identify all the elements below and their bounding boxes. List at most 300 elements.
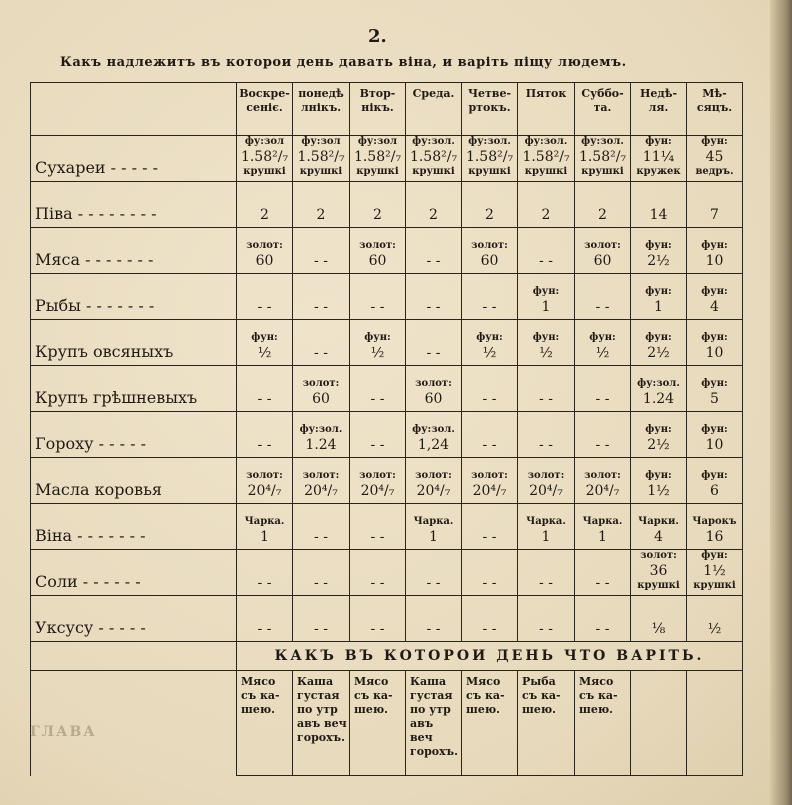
measure-label: крушкі xyxy=(412,166,455,177)
unit-label: золот: xyxy=(246,240,283,251)
ration-cell xyxy=(462,228,518,274)
amount-value: 1½ xyxy=(703,563,726,579)
item-label: Гороху - - - - - xyxy=(31,412,237,458)
ration-cell xyxy=(631,366,687,412)
table-row xyxy=(31,458,743,504)
item-label: Крупъ грѣшневыхъ xyxy=(31,366,237,412)
ration-cell xyxy=(406,366,462,412)
amount-value: - - xyxy=(370,391,385,407)
amount-value: 1.24 xyxy=(642,391,675,407)
unit-label: фун: xyxy=(645,136,672,147)
ration-cell xyxy=(518,320,575,366)
unit-label: фу:зол xyxy=(244,136,285,147)
ration-cell xyxy=(575,320,631,366)
amount-value: 4 xyxy=(654,529,663,545)
amount-value: - - xyxy=(595,391,610,407)
month-header: Мѣ- сяцъ. xyxy=(687,83,743,136)
amount-value: 10 xyxy=(705,345,724,361)
amount-value: 20⁴/₇ xyxy=(472,483,507,499)
ration-cell xyxy=(293,458,350,504)
measure-label: кружек xyxy=(636,166,681,177)
amount-value: - - xyxy=(314,299,328,315)
amount-value: 2 xyxy=(373,207,382,223)
amount-value: 20⁴/₇ xyxy=(247,483,282,499)
amount-value: 16 xyxy=(705,529,724,545)
item-label: Рыбы - - - - - - - xyxy=(31,274,237,320)
unit-label: золот: xyxy=(246,470,283,481)
amount-value: 1.58²/₇ xyxy=(240,149,289,165)
ration-cell xyxy=(462,504,518,550)
amount-value: - - xyxy=(257,621,272,637)
ration-cell xyxy=(518,136,575,182)
ration-cell xyxy=(293,596,350,642)
cooking-cell: Каша густая по утр авъ веч горохъ. xyxy=(293,671,350,776)
amount-value: - - xyxy=(482,529,497,545)
page-number: 2. xyxy=(368,26,387,47)
ration-cell xyxy=(687,596,743,642)
unit-label: золот: xyxy=(415,470,452,481)
unit-label: Чарка. xyxy=(244,516,285,527)
measure-label: крушкі xyxy=(468,166,511,177)
unit-label: фу:зол. xyxy=(412,424,455,435)
unit-label: фу:зол. xyxy=(299,424,343,435)
unit-label: фун: xyxy=(701,240,728,251)
amount-value: - - xyxy=(539,253,553,269)
unit-label: фун: xyxy=(701,470,728,481)
ration-body xyxy=(31,136,743,642)
cooking-row-spacer xyxy=(31,671,237,776)
ration-cell xyxy=(575,550,631,596)
ration-cell xyxy=(687,182,743,228)
amount-value: 2½ xyxy=(647,437,670,453)
table-row xyxy=(31,412,743,458)
amount-value: - - xyxy=(314,345,328,361)
ration-cell xyxy=(631,274,687,320)
amount-value: 20⁴/₇ xyxy=(360,483,395,499)
unit-label: золот: xyxy=(359,470,396,481)
amount-value: 1.24 xyxy=(305,437,337,453)
ration-cell xyxy=(406,550,462,596)
ration-cell xyxy=(293,412,350,458)
ration-cell xyxy=(631,136,687,182)
week-header: Недѣ- ля. xyxy=(631,83,687,136)
amount-value: 60 xyxy=(255,253,274,269)
measure-label: крушкі xyxy=(637,580,680,591)
side-note: ГЛАВА xyxy=(30,724,97,740)
ration-cell xyxy=(406,274,462,320)
amount-value: 20⁴/₇ xyxy=(304,483,338,499)
ration-cell xyxy=(462,596,518,642)
table-row xyxy=(31,274,743,320)
ration-cell xyxy=(687,136,743,182)
ration-cell xyxy=(293,550,350,596)
unit-label: золот: xyxy=(471,470,508,481)
amount-value: - - xyxy=(482,575,497,591)
unit-label: фу:зол xyxy=(301,136,341,147)
ration-cell xyxy=(237,458,293,504)
unit-label: фун: xyxy=(645,332,672,343)
amount-value: - - xyxy=(370,529,385,545)
ration-cell xyxy=(462,274,518,320)
ration-cell xyxy=(350,504,406,550)
amount-value: 7 xyxy=(710,207,719,223)
ration-cell xyxy=(350,228,406,274)
amount-value: - - xyxy=(370,437,385,453)
amount-value: 45 xyxy=(705,149,724,165)
ration-cell xyxy=(575,412,631,458)
ration-cell xyxy=(237,136,293,182)
amount-value: 5 xyxy=(710,391,719,407)
amount-value: 60 xyxy=(480,253,499,269)
amount-value: 2 xyxy=(541,207,551,223)
ration-cell xyxy=(687,550,743,596)
ration-cell xyxy=(406,320,462,366)
unit-label: Чарка. xyxy=(526,516,566,527)
unit-label: фу:зол. xyxy=(412,136,455,147)
unit-label: фун: xyxy=(645,424,672,435)
ration-cell xyxy=(518,596,575,642)
unit-label: фун: xyxy=(701,136,728,147)
cooking-cell: Мясо съ ка- шею. xyxy=(462,671,518,776)
amount-value: 2½ xyxy=(647,345,670,361)
measure-label: крушкі xyxy=(524,166,568,177)
amount-value: ½ xyxy=(595,345,610,361)
ration-cell xyxy=(462,366,518,412)
amount-value: 60 xyxy=(368,253,387,269)
table-row xyxy=(31,596,743,642)
ration-cell xyxy=(518,274,575,320)
amount-value: 36 xyxy=(649,563,668,579)
item-label: Піва - - - - - - - - xyxy=(31,182,237,228)
cooking-title-row xyxy=(31,642,743,671)
amount-value: 2 xyxy=(429,207,438,223)
amount-value: - - xyxy=(314,621,328,637)
unit-label: фун: xyxy=(701,378,728,389)
table-row xyxy=(31,182,743,228)
ration-cell xyxy=(237,596,293,642)
ration-cell xyxy=(406,228,462,274)
item-label: Мяса - - - - - - - xyxy=(31,228,237,274)
cooking-row xyxy=(31,671,743,776)
measure-label: крушкі xyxy=(243,166,286,177)
table-row xyxy=(31,366,743,412)
ration-cell xyxy=(350,136,406,182)
header-corner xyxy=(31,83,237,136)
amount-value: ⅛ xyxy=(651,621,666,637)
amount-value: 11¼ xyxy=(642,149,675,165)
unit-label: золот: xyxy=(527,470,565,481)
measure-label: крушкі xyxy=(693,580,736,591)
amount-value: ½ xyxy=(539,345,553,361)
amount-value: - - xyxy=(595,575,610,591)
amount-value: 1 xyxy=(541,299,551,315)
amount-value: 60 xyxy=(424,391,443,407)
ration-cell xyxy=(406,182,462,228)
unit-label: золот: xyxy=(359,240,396,251)
amount-value: - - xyxy=(539,391,553,407)
amount-value: - - xyxy=(314,529,328,545)
amount-value: 1 xyxy=(541,529,551,545)
ration-cell xyxy=(575,596,631,642)
ration-cell xyxy=(518,504,575,550)
unit-label: фу:зол. xyxy=(581,136,624,147)
ration-cell xyxy=(237,504,293,550)
amount-value: 1 xyxy=(260,529,269,545)
unit-label: фун: xyxy=(532,286,560,297)
ration-cell xyxy=(631,504,687,550)
ration-cell xyxy=(237,366,293,412)
ration-cell xyxy=(687,504,743,550)
table-row xyxy=(31,136,743,182)
ration-cell xyxy=(406,504,462,550)
table-row xyxy=(31,550,743,596)
amount-value: - - xyxy=(426,575,441,591)
table-row xyxy=(31,320,743,366)
cooking-cell: Мясо съ ка- шею. xyxy=(350,671,406,776)
amount-value: 20⁴/₇ xyxy=(416,483,451,499)
table-title: Какъ надлежитъ въ которои день давать віна, и варіть піщу людемъ. xyxy=(60,55,627,70)
ration-cell xyxy=(406,458,462,504)
amount-value: - - xyxy=(482,299,497,315)
ration-cell xyxy=(575,274,631,320)
amount-value: - - xyxy=(257,299,272,315)
ration-cell xyxy=(293,504,350,550)
ration-cell xyxy=(631,596,687,642)
ration-cell xyxy=(631,550,687,596)
ration-cell xyxy=(237,182,293,228)
amount-value: 20⁴/₇ xyxy=(529,483,563,499)
amount-value: 1 xyxy=(654,299,663,315)
cooking-cell xyxy=(631,671,687,776)
unit-label: золот: xyxy=(302,378,340,389)
amount-value: - - xyxy=(482,437,497,453)
unit-label: фун: xyxy=(589,332,616,343)
amount-value: 1.58²/₇ xyxy=(578,149,627,165)
ration-cell xyxy=(518,366,575,412)
measure-label: крушкі xyxy=(356,166,399,177)
ration-cell xyxy=(575,366,631,412)
ration-cell xyxy=(237,550,293,596)
unit-label: Чарокъ xyxy=(692,516,737,527)
amount-value: - - xyxy=(257,391,272,407)
unit-label: золот: xyxy=(302,470,340,481)
unit-label: фу:зол. xyxy=(637,378,680,389)
amount-value: 4 xyxy=(710,299,719,315)
day-header: Суббо- та. xyxy=(575,83,631,136)
ration-cell xyxy=(237,228,293,274)
ration-cell xyxy=(631,182,687,228)
unit-label: фун: xyxy=(645,470,672,481)
amount-value: 2 xyxy=(485,207,494,223)
cooking-cell xyxy=(687,671,743,776)
ration-cell xyxy=(687,412,743,458)
ration-cell xyxy=(631,412,687,458)
amount-value: - - xyxy=(482,621,497,637)
ration-cell xyxy=(462,550,518,596)
unit-label: фу:зол. xyxy=(468,136,511,147)
unit-label: золот: xyxy=(584,240,621,251)
ration-cell xyxy=(406,596,462,642)
ration-cell xyxy=(687,320,743,366)
amount-value: - - xyxy=(595,621,610,637)
ration-cell xyxy=(350,458,406,504)
ration-cell xyxy=(575,228,631,274)
amount-value: 6 xyxy=(710,483,719,499)
ration-cell xyxy=(687,228,743,274)
ration-cell xyxy=(687,274,743,320)
measure-label: ведръ. xyxy=(695,166,734,177)
amount-value: 1.58²/₇ xyxy=(353,149,402,165)
amount-value: 10 xyxy=(705,437,724,453)
unit-label: фун: xyxy=(364,332,391,343)
ration-cell xyxy=(518,550,575,596)
unit-label: фун: xyxy=(251,332,278,343)
amount-value: - - xyxy=(314,253,328,269)
cooking-cell: Мясо съ ка- шею. xyxy=(237,671,293,776)
cooking-title: КАКЪ ВЪ КОТОРОИ ДЕНЬ ЧТО ВАРІТЬ. xyxy=(237,642,743,671)
item-label: Масла коровья xyxy=(31,458,237,504)
cooking-title-spacer xyxy=(31,642,237,671)
table-row xyxy=(31,504,743,550)
ration-cell xyxy=(631,228,687,274)
ration-cell xyxy=(406,412,462,458)
amount-value: 1 xyxy=(598,529,607,545)
unit-label: фун: xyxy=(701,332,728,343)
ration-cell xyxy=(631,458,687,504)
ration-cell xyxy=(350,320,406,366)
ration-cell xyxy=(350,274,406,320)
unit-label: фун: xyxy=(701,286,728,297)
amount-value: 14 xyxy=(649,207,668,223)
amount-value: ½ xyxy=(370,345,385,361)
amount-value: - - xyxy=(595,437,610,453)
measure-label: крушкі xyxy=(299,166,343,177)
ration-cell xyxy=(237,274,293,320)
amount-value: - - xyxy=(370,299,385,315)
amount-value: - - xyxy=(370,621,385,637)
unit-label: Чарки. xyxy=(638,516,679,527)
amount-value: 1.58²/₇ xyxy=(465,149,514,165)
measure-label: крушкі xyxy=(581,166,624,177)
amount-value: 1½ xyxy=(647,483,670,499)
amount-value: - - xyxy=(539,437,553,453)
ration-cell xyxy=(293,320,350,366)
unit-label: фун: xyxy=(476,332,503,343)
amount-value: 20⁴/₇ xyxy=(585,483,620,499)
amount-value: - - xyxy=(539,621,553,637)
ration-cell xyxy=(406,136,462,182)
unit-label: золот: xyxy=(471,240,508,251)
item-label: Уксусу - - - - - xyxy=(31,596,237,642)
ration-cell xyxy=(237,320,293,366)
amount-value: - - xyxy=(257,437,272,453)
ration-cell xyxy=(293,228,350,274)
day-header: Четве- ртокъ. xyxy=(462,83,518,136)
unit-label: Чарка. xyxy=(582,516,623,527)
amount-value: - - xyxy=(370,575,385,591)
amount-value: 1 xyxy=(429,529,438,545)
unit-label: фун: xyxy=(532,332,560,343)
amount-value: ½ xyxy=(707,621,722,637)
item-label: Крупъ овсяныхъ xyxy=(31,320,237,366)
ration-cell xyxy=(687,458,743,504)
amount-value: - - xyxy=(482,391,497,407)
ration-cell xyxy=(462,412,518,458)
item-label: Віна - - - - - - - xyxy=(31,504,237,550)
ration-cell xyxy=(293,182,350,228)
ration-cell xyxy=(350,366,406,412)
amount-value: 1.58²/₇ xyxy=(409,149,458,165)
ration-cell xyxy=(575,136,631,182)
ration-cell xyxy=(462,458,518,504)
amount-value: 60 xyxy=(593,253,612,269)
amount-value: - - xyxy=(426,621,441,637)
amount-value: 2 xyxy=(598,207,607,223)
unit-label: фун: xyxy=(701,550,728,561)
ration-cell xyxy=(293,136,350,182)
ration-cell xyxy=(575,504,631,550)
table-row xyxy=(31,228,743,274)
ration-cell xyxy=(518,412,575,458)
amount-value: 1,24 xyxy=(417,437,450,453)
amount-value: 2 xyxy=(316,207,326,223)
unit-label: фун: xyxy=(645,286,672,297)
unit-label: фу:зол. xyxy=(524,136,568,147)
amount-value: - - xyxy=(426,345,441,361)
ration-cell xyxy=(575,182,631,228)
cooking-cell: Каша густая по утр авъ веч горохъ. xyxy=(406,671,462,776)
ration-cell xyxy=(575,458,631,504)
ration-cell xyxy=(518,458,575,504)
amount-value: 2½ xyxy=(647,253,670,269)
unit-label: фун: xyxy=(645,240,672,251)
ration-cell xyxy=(237,412,293,458)
ration-cell xyxy=(293,366,350,412)
ration-cell xyxy=(350,182,406,228)
unit-label: фун: xyxy=(701,424,728,435)
ration-cell xyxy=(462,136,518,182)
ration-cell xyxy=(687,366,743,412)
ration-cell xyxy=(518,182,575,228)
header-row xyxy=(31,83,743,136)
amount-value: - - xyxy=(539,575,553,591)
ration-cell xyxy=(350,596,406,642)
day-header: Среда. xyxy=(406,83,462,136)
ration-cell xyxy=(350,412,406,458)
ration-cell xyxy=(462,320,518,366)
unit-label: золот: xyxy=(640,550,677,561)
amount-value: - - xyxy=(314,575,328,591)
unit-label: золот: xyxy=(415,378,452,389)
day-header: Втор- нікъ. xyxy=(350,83,406,136)
amount-value: - - xyxy=(426,253,441,269)
amount-value: 10 xyxy=(705,253,724,269)
day-header: понедѣ лнікъ. xyxy=(293,83,350,136)
day-header: Воскре- сеніє. xyxy=(237,83,293,136)
cooking-cell: Мясо съ ка- шею. xyxy=(575,671,631,776)
amount-value: - - xyxy=(595,299,610,315)
amount-value: 1.58²/₇ xyxy=(297,149,345,165)
amount-value: 2 xyxy=(260,207,269,223)
amount-value: 1.58²/₇ xyxy=(522,149,570,165)
ration-cell xyxy=(350,550,406,596)
unit-label: золот: xyxy=(584,470,621,481)
item-label: Сухареи - - - - - xyxy=(31,136,237,182)
unit-label: фу:зол xyxy=(357,136,398,147)
item-label: Соли - - - - - - xyxy=(31,550,237,596)
ration-cell xyxy=(518,228,575,274)
ration-cell xyxy=(293,274,350,320)
